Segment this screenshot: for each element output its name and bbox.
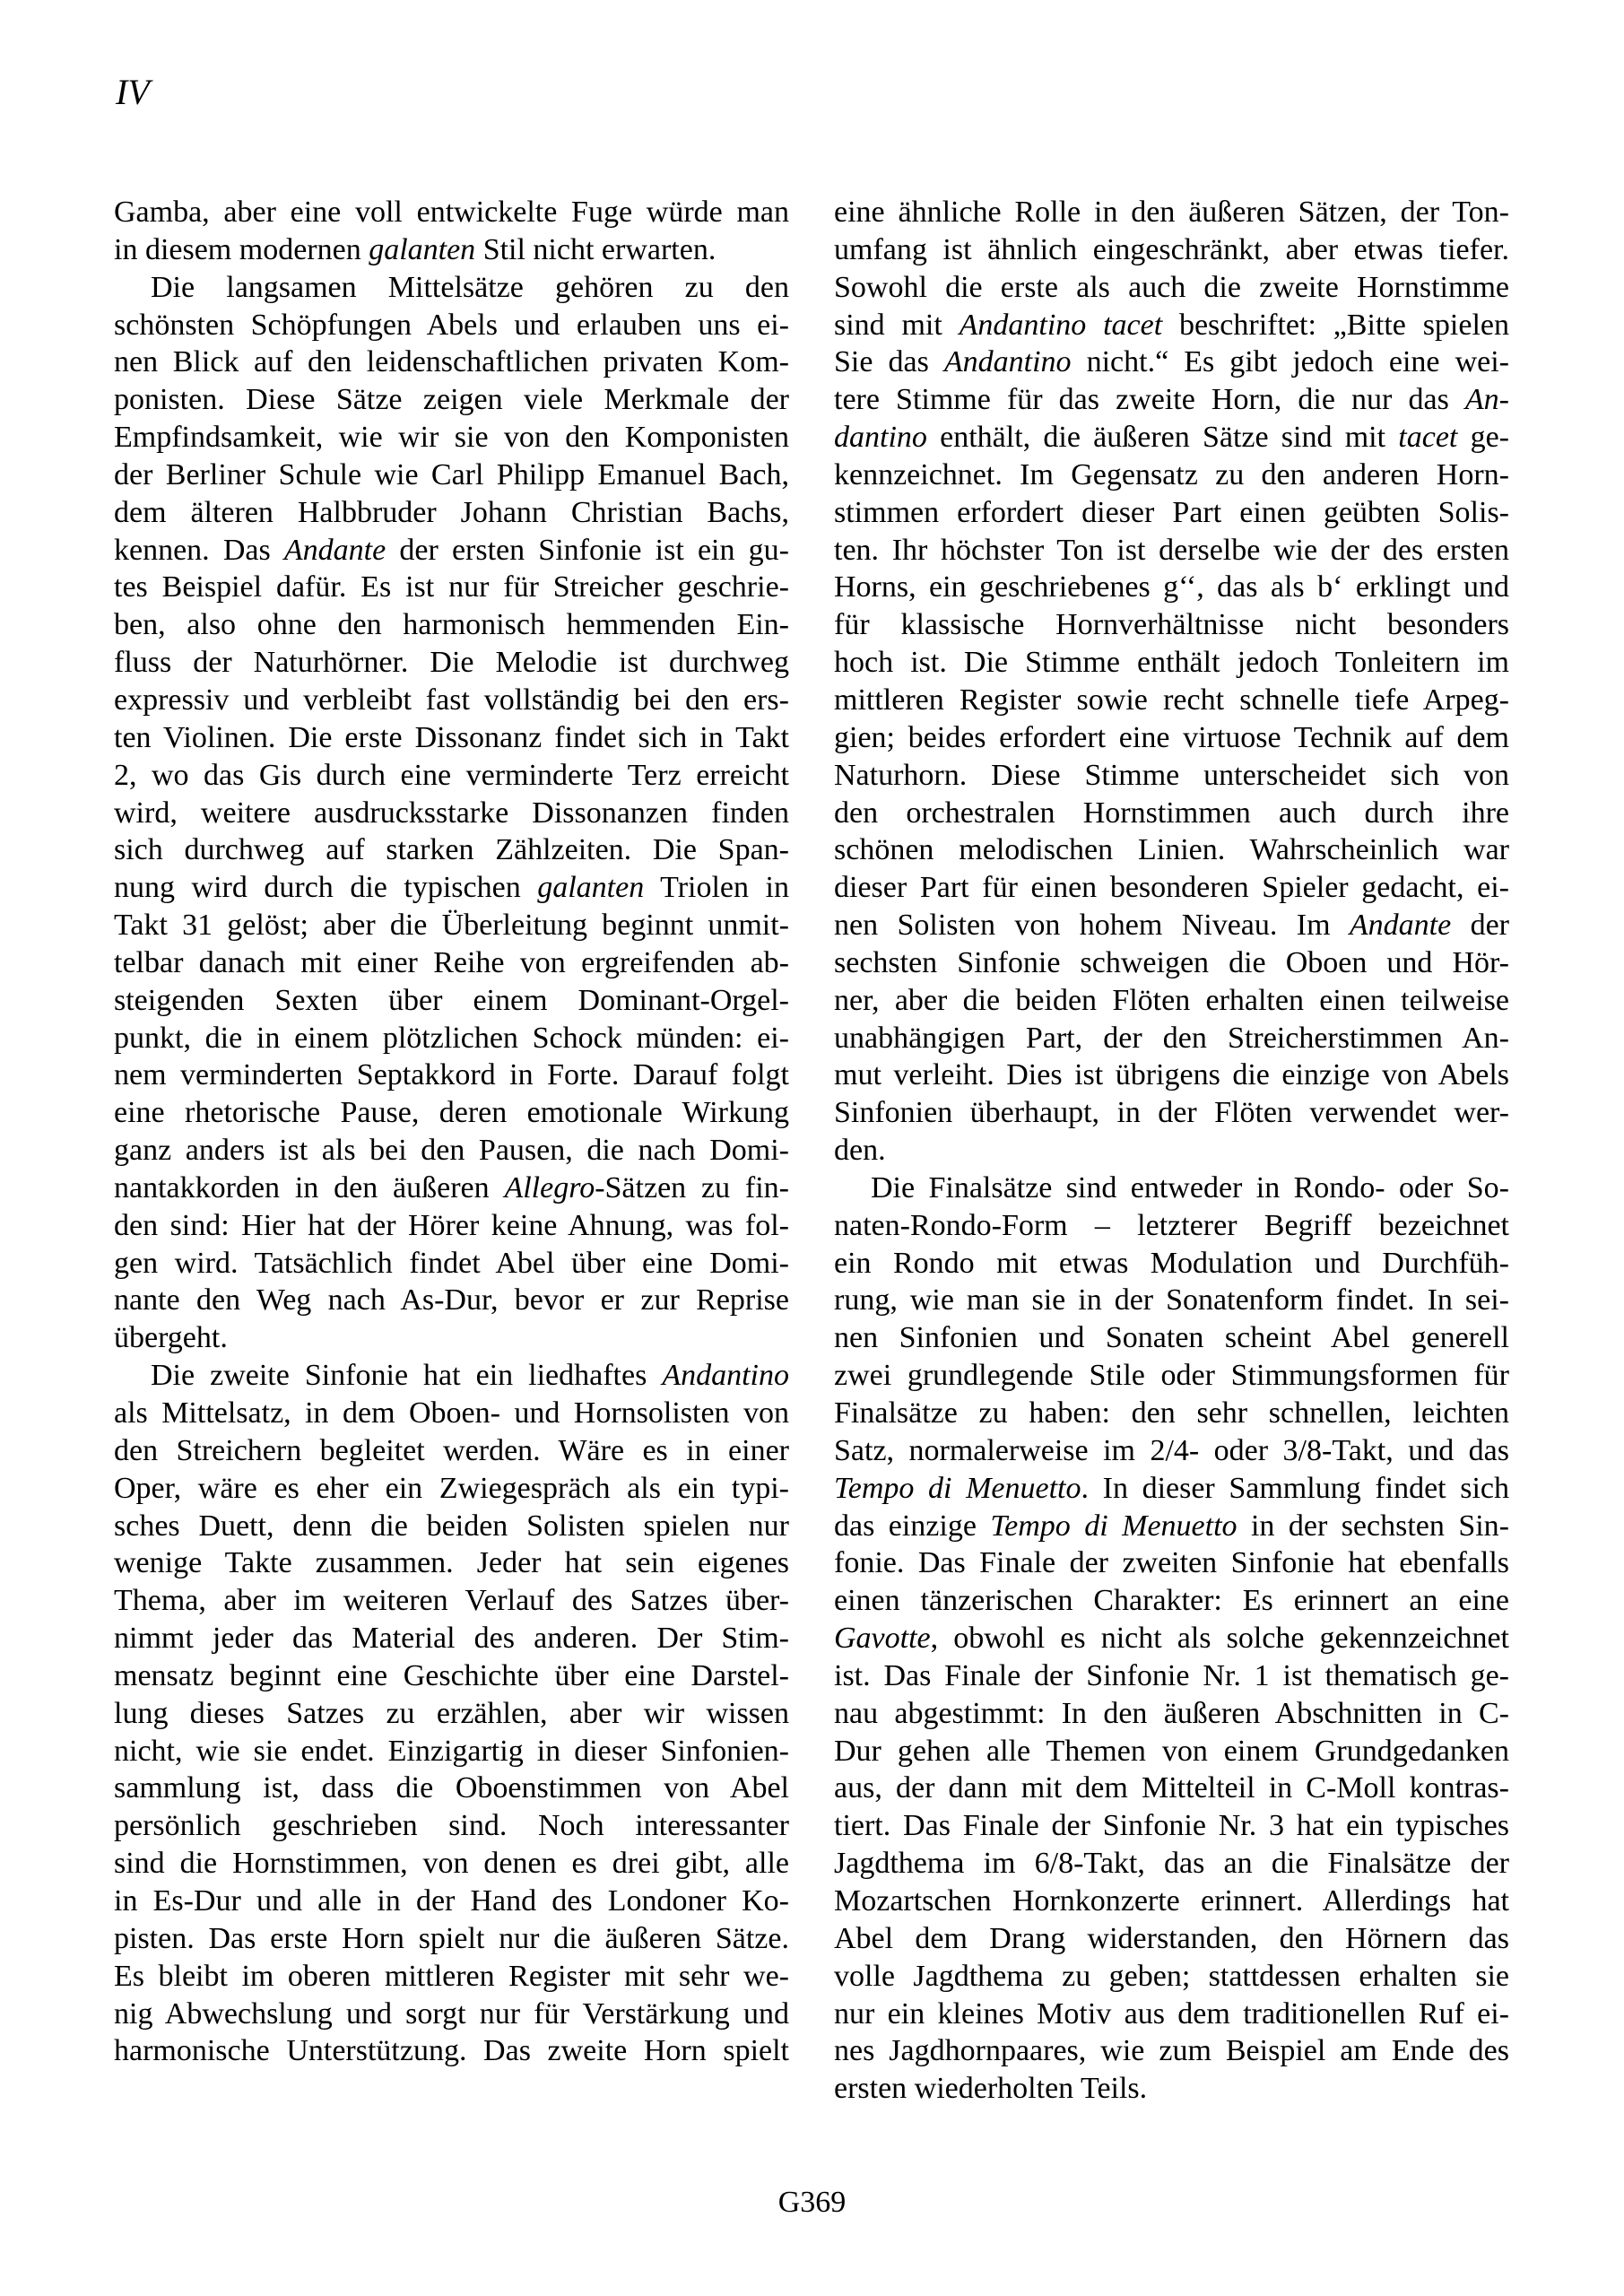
text-line: kennen. Das Andante der ersten Sinfonie ist ein gu-	[114, 533, 789, 567]
text-line: fonie. Das Finale der zweiten Sinfonie hat ebenfalls	[834, 1546, 1509, 1580]
text-line: für klassische Hornverhältnisse nicht besonders	[834, 608, 1509, 642]
text-line: telbar danach mit einer Reihe von ergreifenden ab-	[114, 945, 789, 979]
text-line: tere Stimme für das zweite Horn, die nur das An-	[834, 383, 1509, 417]
text-line: den sind: Hier hat der Hörer keine Ahnung, was fol-	[114, 1208, 789, 1242]
text-line: Tempo di Menuetto. In dieser Sammlung findet sich	[834, 1471, 1510, 1505]
text-line: Die Finalsätze sind entweder in Rondo- oder So-	[871, 1170, 1509, 1205]
text-line: nimmt jeder das Material des anderen. Der Stim-	[114, 1622, 789, 1656]
italic-text: Tempo di Menuetto	[834, 1471, 1081, 1505]
text-line: naten-Rondo-Form – letzterer Begriff bezeichnet	[834, 1208, 1509, 1242]
text-line: nur ein kleines Motiv aus dem traditionellen Ruf ei-	[834, 1996, 1509, 2031]
text-line: nicht, wie sie endet. Einzigartig in dieser Sinfonien-	[114, 1734, 789, 1768]
text-line: sind die Hornstimmen, von denen es drei gibt, alle	[114, 1847, 789, 1881]
text-line: Sie das Andantino nicht.“ Es gibt jedoch eine wei-	[834, 345, 1509, 379]
italic-text: galanten	[369, 232, 476, 266]
text-line: mittleren Register sowie recht schnelle tiefe Arpeg-	[834, 683, 1509, 717]
left-text-column	[114, 194, 789, 2070]
text-line: Oper, wäre es eher ein Zwiegespräch als ein typi-	[114, 1471, 789, 1505]
text-line: einen tänzerischen Charakter: Es erinnert an eine	[834, 1584, 1509, 1618]
text-line: das einzige Tempo di Menuetto in der sechsten Sin-	[834, 1509, 1509, 1543]
text-line: übergeht.	[114, 1321, 228, 1355]
italic-text: An-	[1464, 383, 1509, 417]
text-line: als Mittelsatz, in dem Oboen- und Hornsolisten von	[114, 1396, 789, 1430]
text-line: Naturhorn. Diese Stimme unterscheidet sich von	[834, 758, 1509, 792]
text-line: sches Duett, denn die beiden Solisten spielen nur	[114, 1509, 789, 1543]
text-line: Es bleibt im oberen mittleren Register mit sehr we-	[114, 1959, 789, 1993]
text-line: kennzeichnet. Im Gegensatz zu den anderen Horn-	[834, 457, 1509, 491]
text-line: umfang ist ähnlich eingeschränkt, aber etwas tiefer.	[834, 232, 1509, 266]
text-line: ben, also ohne den harmonisch hemmenden Ein-	[114, 608, 789, 642]
text-line: ponisten. Diese Sätze zeigen viele Merkmale der	[114, 383, 789, 417]
text-line: sechsten Sinfonie schweigen die Oboen und Hör-	[834, 945, 1509, 979]
text-line: sich durchweg auf starken Zählzeiten. Die Span-	[114, 833, 789, 867]
text-line: ganz anders ist als bei den Pausen, die nach Domi-	[114, 1134, 789, 1168]
text-line: fluss der Naturhörner. Die Melodie ist durchweg	[114, 646, 789, 680]
text-line: schönen melodischen Linien. Wahrscheinlich war	[834, 833, 1509, 867]
text-line: nen Sinfonien und Sonaten scheint Abel generell	[834, 1321, 1509, 1355]
text-line: nig Abwechslung und sorgt nur für Verstärkung und	[114, 1996, 789, 2031]
text-line: nem verminderten Septakkord in Forte. Darauf folgt	[114, 1058, 789, 1092]
text-line: harmonische Unterstützung. Das zweite Horn spielt	[114, 2034, 789, 2068]
text-line: 2, wo das Gis durch eine verminderte Terz erreicht	[114, 758, 789, 792]
text-line: nung wird durch die typischen galanten Triolen in	[114, 871, 789, 905]
text-line: dem älteren Halbbruder Johann Christian Bachs,	[114, 495, 789, 529]
text-line: eine ähnliche Rolle in den äußeren Sätzen, der Ton-	[834, 196, 1509, 229]
italic-text: Andante	[283, 533, 386, 567]
text-line: Gavotte, obwohl es nicht als solche gekennzeichnet	[834, 1622, 1509, 1656]
text-line: Finalsätze zu haben: den sehr schnellen, leichten	[834, 1396, 1509, 1430]
italic-text: dantino	[834, 421, 927, 455]
text-line: pisten. Das erste Horn spielt nur die äußeren Sätze.	[114, 1921, 789, 1955]
text-line: Empfindsamkeit, wie wir sie von den Komponisten	[114, 421, 789, 455]
italic-text: Andantino	[662, 1359, 789, 1393]
italic-text: Andantino tacet	[959, 308, 1163, 342]
text-line: der Berliner Schule wie Carl Philipp Emanuel Bach,	[114, 457, 789, 491]
text-line: in diesem modernen galanten Stil nicht erwarten.	[114, 232, 716, 266]
text-line: Satz, normalerweise im 2/4- oder 3/8-Takt, und das	[834, 1433, 1509, 1467]
text-line: unabhängigen Part, der den Streicherstimmen An-	[834, 1021, 1509, 1055]
text-line: Mozartschen Hornkonzerte erinnert. Allerdings hat	[834, 1883, 1509, 1918]
text-line: Die langsamen Mittelsätze gehören zu den	[151, 270, 789, 304]
italic-text: Allegro	[504, 1170, 595, 1205]
text-line: ein Rondo mit etwas Modulation und Durchfüh-	[834, 1246, 1509, 1280]
text-line: Takt 31 gelöst; aber die Überleitung beginnt unmit-	[114, 909, 789, 943]
text-line: gien; beides erfordert eine virtuose Technik auf dem	[834, 720, 1509, 754]
text-line: hoch ist. Die Stimme enthält jedoch Tonleitern im	[834, 646, 1509, 680]
text-line: mut verleiht. Dies ist übrigens die einzige von Abels	[834, 1058, 1509, 1092]
italic-text: Andantino	[943, 345, 1072, 379]
text-line: ten. Ihr höchster Ton ist derselbe wie der des ersten	[834, 533, 1509, 567]
text-line: Jagdthema im 6/8-Takt, das an die Finalsätze der	[834, 1847, 1509, 1881]
plate-number: G369	[777, 2186, 847, 2219]
text-line: Horns, ein geschriebenes g‘‘, das als b‘ erklingt und	[834, 570, 1509, 604]
text-line: schönsten Schöpfungen Abels und erlauben uns ei-	[114, 308, 789, 342]
text-line: stimmen erfordert dieser Part einen geübten Solis-	[834, 495, 1509, 529]
text-line: sammlung ist, dass die Oboenstimmen von Abel	[114, 1771, 789, 1805]
text-line: ner, aber die beiden Flöten erhalten einen teilweise	[834, 983, 1509, 1017]
text-line: zwei grundlegende Stile oder Stimmungsformen für	[834, 1359, 1509, 1393]
text-line: nen Blick auf den leidenschaftlichen privaten Kom-	[114, 345, 789, 379]
text-line: Thema, aber im weiteren Verlauf des Satzes über-	[114, 1584, 789, 1618]
text-line: Dur gehen alle Themen von einem Grundgedanken	[834, 1734, 1509, 1768]
text-line: gen wird. Tatsächlich findet Abel über eine Domi-	[114, 1246, 789, 1280]
text-line: tiert. Das Finale der Sinfonie Nr. 3 hat ein typisches	[834, 1809, 1509, 1843]
text-line: den Streichern begleitet werden. Wäre es in einer	[114, 1433, 789, 1467]
italic-text: Andante	[1349, 909, 1452, 943]
text-line: eine rhetorische Pause, deren emotionale Wirkung	[114, 1096, 789, 1130]
text-line: lung dieses Satzes zu erzählen, aber wir wissen	[114, 1696, 789, 1730]
page-number: IV	[116, 72, 150, 112]
text-line: Gamba, aber eine voll entwickelte Fuge würde man	[114, 196, 789, 229]
text-line: aus, der dann mit dem Mittelteil in C-Moll kontras-	[834, 1771, 1509, 1805]
text-line: Die zweite Sinfonie hat ein liedhaftes Andantino	[151, 1359, 789, 1393]
text-line: nes Jagdhornpaares, wie zum Beispiel am Ende des	[834, 2034, 1509, 2068]
text-line: in Es-Dur und alle in der Hand des Londoner Ko-	[114, 1883, 789, 1918]
text-line: nante den Weg nach As-Dur, bevor er zur Reprise	[114, 1283, 789, 1318]
text-line: wenige Takte zusammen. Jeder hat sein eigenes	[114, 1546, 789, 1580]
text-line: steigenden Sexten über einem Dominant-Orgel-	[114, 983, 789, 1017]
text-line: rung, wie man sie in der Sonatenform findet. In sei-	[834, 1283, 1509, 1318]
text-line: nen Solisten von hohem Niveau. Im Andante der	[834, 909, 1509, 943]
text-line: Sinfonien überhaupt, in der Flöten verwendet wer-	[834, 1096, 1509, 1130]
text-line: dieser Part für einen besonderen Spieler gedacht, ei-	[834, 871, 1509, 905]
text-line: Sowohl die erste als auch die zweite Hornstimme	[834, 270, 1509, 304]
text-line: tes Beispiel dafür. Es ist nur für Streicher geschrie-	[114, 570, 789, 604]
italic-text: galanten	[537, 871, 645, 905]
text-line: expressiv und verbleibt fast vollständig bei den ers-	[114, 683, 789, 717]
text-line: wird, weitere ausdrucksstarke Dissonanzen finden	[114, 796, 789, 830]
text-line: volle Jagdthema zu geben; stattdessen erhalten sie	[834, 1959, 1509, 1993]
right-text-column	[834, 194, 1509, 2108]
italic-text: tacet	[1398, 421, 1458, 455]
text-line: ten Violinen. Die erste Dissonanz findet sich in Takt	[114, 720, 789, 754]
text-line: ist. Das Finale der Sinfonie Nr. 1 ist thematisch ge-	[834, 1658, 1509, 1692]
text-line: nau abgestimmt: In den äußeren Abschnitten in C-	[834, 1696, 1509, 1730]
text-line: den orchestralen Hornstimmen auch durch ihre	[834, 796, 1509, 830]
italic-text: Gavotte	[834, 1622, 931, 1656]
text-line: sind mit Andantino tacet beschriftet: „Bitte spielen	[834, 308, 1509, 342]
text-line: persönlich geschrieben sind. Noch interessanter	[114, 1809, 789, 1843]
text-line: Abel dem Drang widerstanden, den Hörnern das	[834, 1921, 1509, 1955]
italic-text: Tempo di Menuetto	[990, 1509, 1238, 1543]
text-line: nantakkorden in den äußeren Allegro-Sätzen zu fin-	[114, 1170, 789, 1205]
text-line: punkt, die in einem plötzlichen Schock münden: ei-	[114, 1021, 789, 1055]
text-line: den.	[834, 1134, 886, 1168]
text-line: dantino enthält, die äußeren Sätze sind mit tacet ge-	[834, 421, 1509, 455]
text-line: mensatz beginnt eine Geschichte über eine Darstel-	[114, 1658, 789, 1692]
text-line: ersten wiederholten Teils.	[834, 2072, 1148, 2106]
